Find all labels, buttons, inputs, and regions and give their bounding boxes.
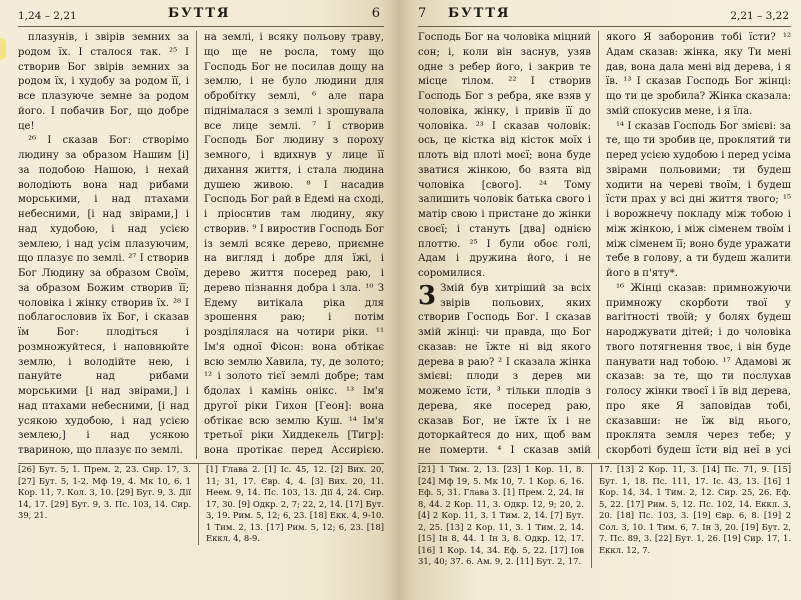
text-columns (18, 31, 384, 459)
right-page (398, 0, 801, 600)
xref-column-right: 17. [13] 2 Кор. 11, 3. [14] Пс. 71, 9. [15] Бут. 1, 18. Пс. 111, 17. Іс. 43, 13. [16] 1 Кор. 14, 34. 1 Тим. 2, 12. Сир. 25, 26. Еф. 5, 22. [17] Рим. 5, 12. Пс. 102, 14. Еккл. 3, 20. [18] Пс. 103, 3. [19] Євр. 6, 8. [19] 2 Сол. 3, 10. 1 Тим. 6, 7. Ін 3, 20. [19] Бут. 2, 7. Пс. 89, 3. [22] Бут. 1, 26. [19] Сир. 17, 1. Еккл. 12, 7. (591, 464, 791, 568)
chapter-text: Змій був хитріший за всіх звірів польових, яких створив Господь Бог. І сказав змій жінці: чи правда, що Бог сказав: не їжте ні від якого дерева в раю? ² І сказала жінка змієві: плоди з дерев ми можемо їсти, ³ тільки плодів з дерева, яке посеред раю, сказав Бог, не їжте їх і не доторкайтеся до них, щоб вам не померти. ⁴ І сказав змій (418, 282, 591, 456)
sticky-tab-marker (0, 38, 6, 60)
cross-references (18, 463, 384, 545)
book-title: БУТТЯ (448, 6, 511, 21)
paragraph: ¹⁴ І сказав Господь Бог змієві: за те, що ти зробив це, проклятий ти перед усією худобою і перед усіма звірами польовими; ти будеш ходити на череві твоїм, і будеш їсти прах у всі дні життя твого; ¹⁵ і ворожнечу покладу між тобою і між жінкою, і між сіменем твоїм і між сіменем її; воно буде уражати тебе в голову, а ти будеш жалити його в п'яту*. (606, 120, 791, 279)
paragraph: ¹⁶ Жінці сказав: примножуючи примножу скорботи твої у вагітності твоїй; у болях будеш народжувати дітей; і до чоловіка твого потягнення твоє, і він буде панувати над тобою. ¹⁷ Адамові ж сказав: за те, що ти послухав голосу жінки твоєї і їв від дерева, про яке Я заповідав тобі, сказавши: не їж від нього, проклята земля через тебе; у скорботі будеш їсти від неї в усі (606, 282, 791, 456)
text-column-left (18, 31, 196, 459)
paragraph: якого Я заборонив тобі їсти? ¹² Адам сказав: жінка, яку Ти мені дав, вона дала мені від дерева, і я їв. ¹³ І сказав Господь Бог жінці: що ти це зробила? Жінка сказала: змій спокусив мене, і я їла. (606, 32, 791, 117)
book-title: БУТТЯ (168, 6, 231, 21)
xref-column-left: [21] 1 Тим. 2, 13. [23] 1 Кор. 11, 8. [24] Мф 19, 5. Мк 10, 7. 1 Кор. 6, 16. Еф. 5, 31. Глава 3. [1] Прем. 2, 24. Ін 8, 44. 2 Кор. 11, 3. Одкр. 12, 9; 20, 2. [4] 2 Кор. 11, 3. 1 Тим. 2, 14. [7] Бут. 2, 25. [13] 2 Кор. 11, 3. 1 Тим. 2, 14. [15] Ін 8, 44. 1 Ін 3, 8. Одкр. 12, 17. [16] 1 Кор. 14, 34. Еф. 5, 22. [17] Іов 31, 40; 37. 6. Ам. 9, 2. [11] Бут. 2, 17. (418, 464, 584, 566)
chapter-number: 3 (418, 280, 437, 311)
text-column-right (196, 31, 384, 459)
paragraph: на землі, і всяку польову траву, що ще не росла, тому що Господь Бог не посилав дощу на землю, і не було людини для обробітку землі, ⁶ але пара піднімалася з землі і зрошувала все лице землі. ⁷ І створив Господь Бог людину з пороху земного, і вдихнув у лице її дихання життя, і стала людина душею живою. ⁸ І насадив Господь Бог рай в Едемі на сході, і пріоснтив там людину, яку створив. ⁹ І виростив Господь Бог із землі всяке дерево, приємне на вигляд і добре для їжі, і дерево життя посеред раю, і дерево пізнання добра і зла. ¹⁰ З Едему витікала ріка для зрошення раю; і потім розділялася на чотири ріки. ¹¹ Ім'я одної Фісон: вона обтікає всю землю Хавила, ту, де золото; ¹² і золото тієї землі добре; там бдолах і камінь онікс. ¹³ Ім'я другої ріки Гихон [Геон]: вона обтікає всю землю Куш. ¹⁴ Ім'я третьої ріки Хиддекель [Тигр]: вона протікає перед Ассирією. (204, 32, 384, 456)
running-head (418, 6, 791, 27)
xref-column-left: [26] Бут. 5, 1. Прем. 2, 23. Сир. 17, 3. [27] Бут. 5, 1-2. Мф 19, 4. Мк 10, 6. 1 Кор. 11, 7. Кол. 3, 10. [29] Бут. 9, 3. Дії 14, 17. [29] Бут. 9, 3. Пс. 103, 14. Сир. 39, 21. (18, 464, 191, 520)
xref-column-right: [1] Глава 2. [1] Іс. 45, 12. [2] Вих. 20, 11; 31, 17. Євр. 4, 4. [3] Вих. 20, 11. Неем. 9, 14. Пс. 103, 13. Дії 4, 24. Сир. 17, 30. [9] Одкр. 2, 7; 22, 2, 14. [17] Бут. 3, 19. Рим. 5, 12; 6, 23. [18] Екк. 4, 9-10. 1 Тим. 2, 13. [17] Рим. 5, 12; 6, 23. [18] Еккл. 4, 8-9. (198, 464, 384, 545)
paragraph: плазунів, і звірів земних за родом їх. І сталося так. ²⁵ І створив Бог звірів земних за родом їх, і худобу за родом її, і все плазуюче земне за родом його. І побачив Бог, що добре це! (18, 32, 189, 132)
page-number: 7 (418, 6, 427, 21)
text-columns (418, 31, 791, 459)
paragraph: ²⁶ І сказав Бог: створімо людину за образом Нашим [і] за подобою Нашою, і нехай володіють вона над рибами морськими, і над птахами небесними, [і над звірами,] і над худобою, і над усією землею, і над усім плазуючим, що плазує по землі. ²⁷ І створив Бог Людину за образом Своїм, за образом Божим створив її; чоловіка і жінку створив їх. ²⁸ І поблагословив їх Бог, і сказав їм Бог: плодіться і розмножуйтеся, і наповнюйте землю, і володійте нею, і пануйте над рибами морськими [і над звірами,] і над птахами небесними, [і над усякою худобою, і над усією землею,] і над усякою твариною, що плазує по землі. (18, 135, 189, 456)
page-number: 6 (371, 6, 380, 21)
text-column-right (598, 31, 791, 459)
text-column-left (418, 31, 598, 459)
verse-range: 2,21 – 3,22 (730, 10, 789, 22)
cross-references (418, 463, 791, 568)
paragraph: Господь Бог на чоловіка міцний сон; і, коли він заснув, узяв одне з ребер його, і закрив те місце тілом. ²² І створив Господь Бог з ребра, яке взяв у чоловіка, жінку, і привів її до чоловіка. ²³ І сказав чоловік: ось, це кістка від кісток моїх і плоть від плоті моєї; вона буде зватися жінкою, бо взята від чоловіка [свого]. ²⁴ Тому залишить чоловік батька свого і матір свою і пристане до жінки своєї; і стануть [два] однією плоттю. ²⁵ І були обоє голі, Адам і дружина його, і не соромилися. (418, 32, 591, 279)
left-page (0, 0, 398, 600)
verse-range: 1,24 – 2,21 (18, 10, 77, 22)
running-head (18, 6, 384, 27)
